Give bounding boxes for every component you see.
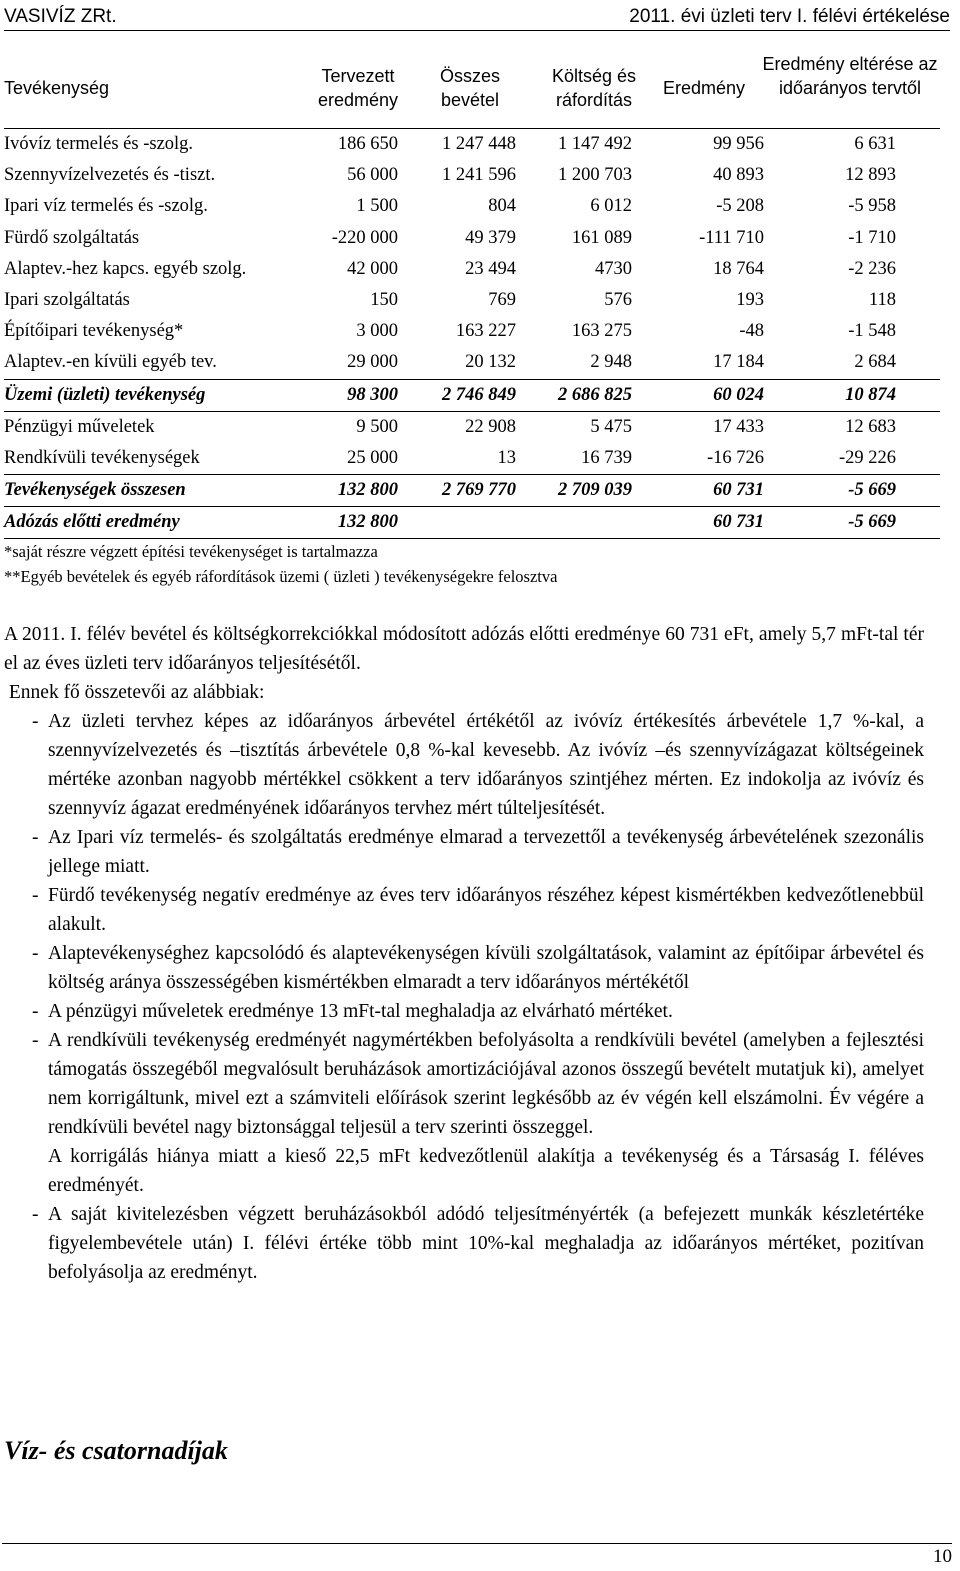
- cell-cost: 161 089: [571, 227, 632, 248]
- cell-result: 60 731: [713, 512, 764, 533]
- list-item-text: Fürdő tevékenység negatív eredménye az éves terv időarányos részéhez képest kismértékben kedvezőtlenebbül alakult.: [48, 885, 924, 935]
- table-row: [4, 443, 940, 475]
- cell-planned: 132 800: [337, 480, 398, 501]
- cell-planned: 1 500: [356, 196, 398, 217]
- cell-result: 60 731: [713, 480, 764, 501]
- cell-planned: 132 800: [337, 512, 398, 533]
- cell-revenue: 22 908: [465, 416, 516, 437]
- table-row: [4, 191, 940, 222]
- col-header-result: Eredmény: [662, 78, 746, 98]
- cell-planned: 9 500: [356, 416, 398, 437]
- list-item-text: Az Ipari víz termelés- és szolgáltatás eredménye elmarad a tervezettől a tevékenység árbevételének szezonális jellege miatt.: [48, 827, 924, 877]
- cell-revenue: 2 769 770: [442, 480, 516, 501]
- cell-result: 60 024: [713, 384, 764, 405]
- row-label: Adózás előtti eredmény: [4, 512, 180, 533]
- row-label: Rendkívüli tevékenységek: [4, 447, 200, 468]
- cell-result: -111 710: [699, 227, 764, 248]
- cell-planned: 56 000: [347, 165, 398, 186]
- cell-cost: 576: [604, 289, 632, 310]
- row-label: Alaptev.-en kívüli egyéb tev.: [4, 352, 217, 373]
- cell-cost: 163 275: [571, 321, 632, 342]
- summary-paragraph: A 2011. I. félév bevétel és költségkorrekciókkal módosított adózás előtti eredménye 60 731 eFt, amely 5,7 mFt-tal tér el az éves üzleti terv időarányos teljesítésétől.: [4, 624, 924, 674]
- list-item-text: Alaptevékenységhez kapcsolódó és alaptevékenységen kívüli szolgáltatások, valamint az építőipar árbevétel és költség aránya összességében kismértékben elmaradt a terv időarányos mértékétől: [48, 943, 924, 993]
- cell-result: 18 764: [713, 258, 764, 279]
- cell-planned: 42 000: [347, 258, 398, 279]
- cell-result: -16 726: [706, 447, 764, 468]
- cell-deviation: -5 958: [848, 196, 896, 217]
- cell-cost: 6 012: [590, 196, 632, 217]
- list-item: [4, 1200, 924, 1287]
- page-header: [4, 4, 950, 31]
- list-item-text: A pénzügyi műveletek eredménye 13 mFt-tal meghaladja az elvárható mértéket.: [48, 1001, 673, 1022]
- company-name: VASIVÍZ ZRt.: [4, 6, 117, 27]
- cell-deviation: 12 683: [845, 416, 896, 437]
- cell-deviation: -5 669: [848, 480, 896, 501]
- cell-result: 193: [736, 289, 764, 310]
- list-item-text: A saját kivitelezésben végzett beruházásokból adódó teljesítményérték (a befejezett munkák készletértéke figyelembevétele után) I. félévi értéke több mint 10%-kal meghaladja az időarányos mértéket, pozitívan befolyásolja az eredményt.: [48, 1204, 924, 1283]
- cell-deviation: 2 684: [854, 352, 896, 373]
- list-item-continuation: [4, 1142, 924, 1200]
- cell-revenue: 1 247 448: [442, 134, 516, 154]
- table-header: [4, 48, 940, 129]
- cell-planned: 98 300: [347, 384, 398, 405]
- cell-planned: 25 000: [347, 447, 398, 468]
- cell-cost: 2 948: [590, 352, 632, 373]
- cell-planned: -220 000: [331, 227, 398, 248]
- cell-planned: 150: [370, 289, 398, 310]
- list-dash: -: [32, 885, 39, 906]
- col-header-revenue: Összes bevétel: [439, 66, 500, 110]
- cell-deviation: 12 893: [845, 165, 896, 186]
- list-dash: -: [32, 1204, 39, 1225]
- table-row: [4, 412, 940, 443]
- cell-deviation: -5 669: [848, 512, 896, 533]
- cell-planned: 186 650: [337, 134, 398, 154]
- table-row: [4, 160, 940, 191]
- cell-cost: 1 147 492: [558, 134, 632, 154]
- list-item: [4, 707, 924, 823]
- list-item: [4, 1026, 924, 1142]
- cell-result: 17 184: [713, 352, 764, 373]
- list-item: [4, 881, 924, 939]
- cell-deviation: 10 874: [845, 384, 896, 405]
- list-item-text: A korrigálás hiánya miatt a kieső 22,5 mFt kedvezőtlenül alakítja a tevékenység és a Társaság I. féléves eredményét.: [48, 1146, 924, 1196]
- table-row-pretax: [4, 507, 940, 539]
- row-label: Fürdő szolgáltatás: [4, 227, 140, 248]
- page-number: 10: [2, 1543, 952, 1568]
- footnote-allocation: **Egyéb bevételek és egyéb ráfordítások üzemi ( üzleti ) tevékenységekre felosztva: [4, 567, 558, 586]
- row-label: Ipari szolgáltatás: [4, 289, 130, 310]
- list-dash: -: [32, 1001, 39, 1022]
- cell-deviation: 6 631: [854, 134, 896, 154]
- cell-planned: 3 000: [356, 321, 398, 342]
- cell-deviation: -1 710: [848, 227, 896, 248]
- row-label: Pénzügyi műveletek: [4, 416, 155, 437]
- cell-revenue: 13: [497, 447, 516, 468]
- table-row: [4, 129, 940, 160]
- cell-cost: 5 475: [590, 416, 632, 437]
- table-row: [4, 316, 940, 347]
- list-item-text: A rendkívüli tevékenység eredményét nagymértékben befolyásolta a rendkívüli bevétel (amelyben a fejlesztési támogatás összegéből megvalósult beruházások amortizációjával azonos összegű bevételt mutatjuk ki), amelyet nem korrigáltunk, mivel ezt a számviteli előírások szerint legkésőbb az év végén kell elszámolni. Év végére a rendkívüli bevétel nagy biztonsággal teljesül a terv szerinti összeggel.: [48, 1030, 924, 1138]
- row-label: Építőipari tevékenység*: [4, 321, 184, 342]
- components-intro: Ennek fő összetevői az alábbiak:: [4, 682, 265, 703]
- table-row: [4, 285, 940, 316]
- cell-revenue: 20 132: [465, 352, 516, 373]
- cell-cost: 16 739: [581, 447, 632, 468]
- list-item-text: Az üzleti tervhez képes az időarányos árbevétel értékétől az ivóvíz értékesítés árbevétele 1,7 %-kal, a szennyvízelvezetés és –tisztítás árbevétele 0,8 %-kal kevesebb. Az ivóvíz –és szennyvízágazat költségeinek mértéke azonban nagyobb mértékkel csökkent a terv időarányos szintjéhez mérten. Ez indokolja az ivóvíz és szennyvíz ágazat eredményének időarányos tervhez mért túlteljesítését.: [48, 711, 924, 819]
- row-label: Üzemi (üzleti) tevékenység: [4, 384, 206, 405]
- cell-revenue: 163 227: [455, 321, 516, 342]
- cell-cost: 1 200 703: [558, 165, 632, 186]
- row-label: Ipari víz termelés és -szolg.: [4, 196, 208, 217]
- cell-planned: 29 000: [347, 352, 398, 373]
- cell-deviation: -29 226: [838, 447, 896, 468]
- cell-revenue: 1 241 596: [442, 165, 516, 186]
- list-dash: -: [32, 711, 39, 732]
- cell-revenue: 769: [488, 289, 516, 310]
- table-row: [4, 347, 940, 379]
- table-row: [4, 254, 940, 285]
- cell-revenue: 23 494: [465, 258, 516, 279]
- cell-result: 40 893: [713, 165, 764, 186]
- results-table: [4, 48, 940, 539]
- list-item: [4, 823, 924, 881]
- col-header-cost: Költség és ráfordítás: [551, 66, 637, 110]
- cell-revenue: 49 379: [465, 227, 516, 248]
- cell-revenue: 804: [488, 196, 516, 217]
- list-dash: -: [32, 1030, 39, 1051]
- row-label: Szennyvízelvezetés és -tiszt.: [4, 165, 216, 186]
- row-label: Tevékenységek összesen: [4, 480, 186, 501]
- cell-result: 99 956: [713, 134, 764, 154]
- cell-result: -5 208: [716, 196, 764, 217]
- cell-deviation: -1 548: [848, 321, 896, 342]
- section-title: Víz- és csatornadíjak: [4, 1436, 228, 1465]
- cell-deviation: 118: [868, 289, 896, 310]
- row-label: Alaptev.-hez kapcs. egyéb szolg.: [4, 258, 247, 279]
- list-dash: -: [32, 943, 39, 964]
- cell-result: -48: [739, 321, 764, 342]
- col-header-planned: Tervezett eredmény: [317, 66, 399, 110]
- document-title: 2011. évi üzleti terv I. félévi értékelése: [629, 6, 950, 27]
- cell-revenue: 2 746 849: [442, 384, 516, 405]
- col-header-activity: Tevékenység: [4, 78, 110, 98]
- list-dash: -: [32, 827, 39, 848]
- table-row-total: [4, 475, 940, 507]
- cell-cost: 4730: [595, 258, 632, 279]
- table-row-subtotal: [4, 380, 940, 412]
- list-item: [4, 997, 924, 1026]
- cell-deviation: -2 236: [848, 258, 896, 279]
- row-label: Ivóvíz termelés és -szolg.: [4, 134, 194, 154]
- cell-cost: 2 686 825: [558, 384, 632, 405]
- list-item: [4, 939, 924, 997]
- component-list: [4, 707, 924, 1287]
- cell-result: 17 433: [713, 416, 764, 437]
- col-header-deviation: Eredmény eltérése az időarányos tervtől: [762, 54, 938, 98]
- footnote-construction: *saját részre végzett építési tevékenységet is tartalmazza: [4, 542, 378, 561]
- table-row: [4, 223, 940, 254]
- cell-cost: 2 709 039: [558, 480, 632, 501]
